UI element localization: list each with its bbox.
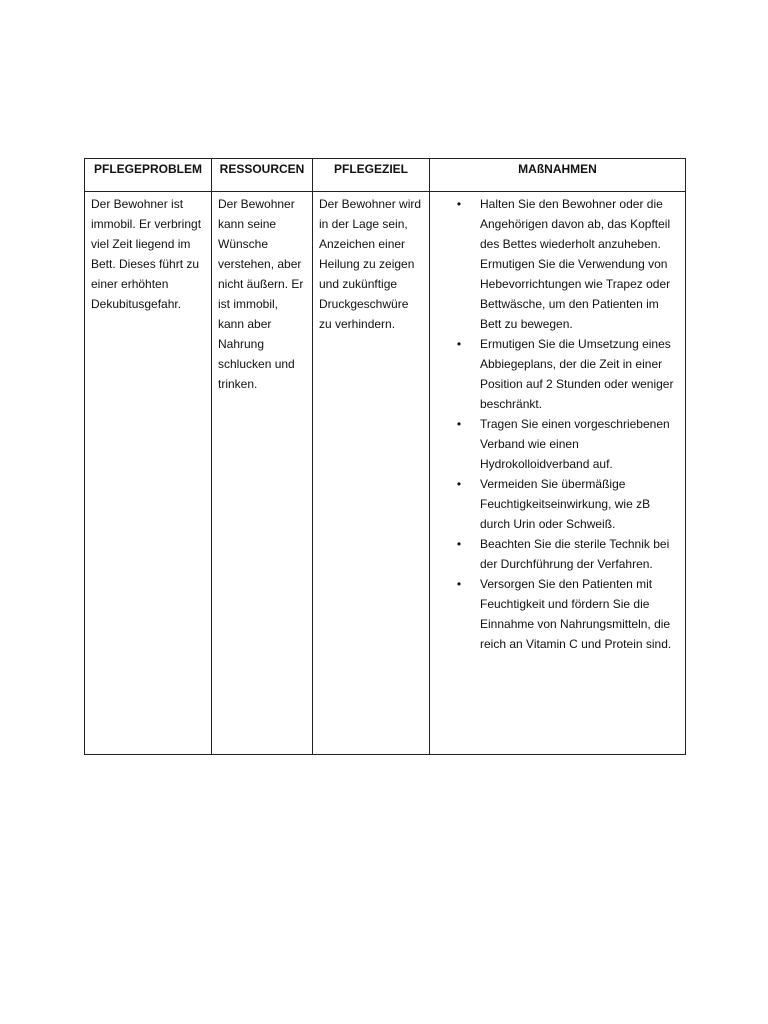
cell-massnahmen bbox=[430, 192, 686, 755]
measure-text: Halten Sie den Bewohner oder die Angehörigen davon ab, das Kopfteil des Bettes wiederholt anzuheben. Ermutigen Sie die Verwendung von Hebevorrichtungen wie Trapez oder Bettwäsche, um den Patienten im Bett zu bewegen. bbox=[480, 197, 671, 331]
header-pflegeproblem: PFLEGEPROBLEM bbox=[85, 159, 212, 192]
measures-list bbox=[436, 194, 679, 654]
list-item bbox=[436, 334, 679, 414]
measure-text: Vermeiden Sie übermäßige Feuchtigkeitseinwirkung, wie zB durch Urin oder Schweiß. bbox=[480, 477, 651, 531]
bullet-icon: • bbox=[456, 417, 462, 431]
care-plan-table bbox=[84, 158, 686, 755]
list-item bbox=[436, 414, 679, 474]
cell-ressourcen: Der Bewohner kann seine Wünsche verstehen, aber nicht äußern. Er ist immobil, kann aber Nahrung schlucken und trinken. bbox=[212, 192, 313, 755]
header-ressourcen: RESSOURCEN bbox=[212, 159, 313, 192]
measure-text: Tragen Sie einen vorgeschriebenen Verband wie einen Hydrokolloidverband auf. bbox=[480, 417, 670, 471]
header-massnahmen: MAßNAHMEN bbox=[430, 159, 686, 192]
cell-pflegeziel: Der Bewohner wird in der Lage sein, Anzeichen einer Heilung zu zeigen und zukünftige Druckgeschwüre zu verhindern. bbox=[313, 192, 430, 755]
table-row bbox=[85, 192, 686, 755]
list-item bbox=[436, 194, 679, 334]
list-item bbox=[436, 574, 679, 654]
bullet-icon: • bbox=[456, 477, 462, 491]
measure-text: Versorgen Sie den Patienten mit Feuchtigkeit und fördern Sie die Einnahme von Nahrungsmitteln, die reich an Vitamin C und Protein sind. bbox=[480, 577, 672, 651]
list-item bbox=[436, 534, 679, 574]
table-header-row bbox=[85, 159, 686, 192]
measure-text: Ermutigen Sie die Umsetzung eines Abbiegeplans, der die Zeit in einer Position auf 2 Stunden oder weniger beschränkt. bbox=[480, 337, 674, 411]
bullet-icon: • bbox=[456, 197, 462, 211]
header-pflegeziel: PFLEGEZIEL bbox=[313, 159, 430, 192]
cell-pflegeproblem: Der Bewohner ist immobil. Er verbringt viel Zeit liegend im Bett. Dieses führt zu einer erhöhten Dekubitusgefahr. bbox=[85, 192, 212, 755]
bullet-icon: • bbox=[456, 577, 462, 591]
list-item bbox=[436, 474, 679, 534]
bullet-icon: • bbox=[456, 537, 462, 551]
measure-text: Beachten Sie die sterile Technik bei der Durchführung der Verfahren. bbox=[480, 537, 670, 571]
bullet-icon: • bbox=[456, 337, 462, 351]
